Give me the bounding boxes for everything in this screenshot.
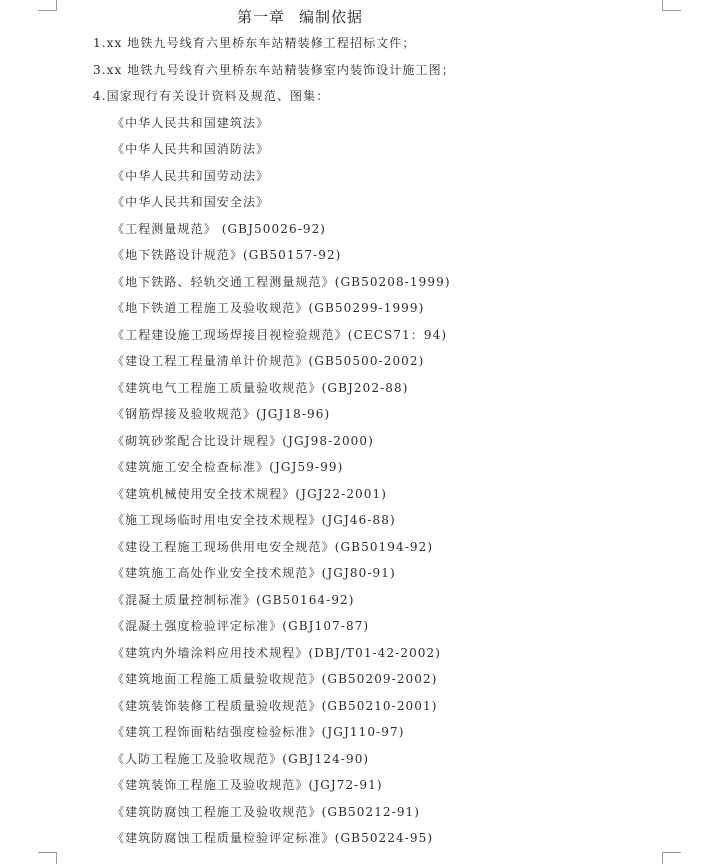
standard-item: 《钢筋焊接及验收规范》(JGJ18-96) [112, 407, 331, 421]
page-title [0, 6, 600, 27]
list-item: 4.国家现行有关设计资料及规范、图集： [93, 89, 330, 103]
chapter-number: 第一章 [236, 8, 285, 26]
list-item: 1.xx 地铁九号线育六里桥东车站精装修工程招标文件； [93, 36, 416, 50]
standard-item: 《建筑施工高处作业安全技术规范》(JGJ80-91) [112, 566, 396, 580]
page-corner-bottom-left [38, 852, 57, 864]
standard-item: 《建筑防腐蚀工程施工及验收规范》(GB50212-91) [112, 805, 421, 819]
standard-item: 《建设工程施工现场供用电安全规范》(GB50194-92) [112, 540, 434, 554]
standard-item: 《建筑地面工程施工质量验收规范》(GB50209-2002) [112, 672, 438, 686]
standard-item: 《建筑装饰工程施工及验收规范》(JGJ72-91) [112, 778, 383, 792]
standard-item: 《建筑施工安全检查标准》(JGJ59-99) [112, 460, 344, 474]
standard-item: 《建筑工程饰面粘结强度检验标准》(JGJ110-97) [112, 725, 405, 739]
standard-item: 《中华人民共和国劳动法》 [112, 169, 270, 183]
standard-item: 《混凝土质量控制标准》(GB50164-92) [112, 593, 355, 607]
standard-item: 《地下铁道工程施工及验收规范》(GB50299-1999) [112, 301, 425, 315]
standard-item: 《建筑内外墙涂料应用技术规程》(DBJ/T01-42-2002) [112, 646, 442, 660]
standard-item: 《混凝土强度检验评定标准》(GBJ107-87) [112, 619, 370, 633]
page-corner-bottom-right [662, 852, 681, 864]
standard-item: 《施工现场临时用电安全技术规程》(JGJ46-88) [112, 513, 396, 527]
standard-item: 《建筑装饰装修工程质量验收规范》(GB50210-2001) [112, 699, 438, 713]
page-corner-top-right [662, 0, 681, 11]
list-item: 3.xx 地铁九号线育六里桥东车站精装修室内装饰设计施工图； [93, 63, 455, 77]
standard-item: 《建筑机械使用安全技术规程》(JGJ22-2001) [112, 487, 388, 501]
standard-item: 《工程建设施工现场焊接目视检验规范》(CECS71：94) [112, 328, 448, 342]
standard-item: 《中华人民共和国建筑法》 [112, 116, 270, 130]
standard-item: 《工程测量规范》 (GBJ50026-92) [112, 222, 327, 236]
standard-item: 《地下铁路设计规范》(GB50157-92) [112, 248, 342, 262]
standard-item: 《砌筑砂浆配合比设计规程》(JGJ98-2000) [112, 434, 374, 448]
standard-item: 《中华人民共和国安全法》 [112, 195, 270, 209]
standard-item: 《地下铁路、轻轨交通工程测量规范》(GB50208-1999) [112, 275, 451, 289]
standard-item: 《建设工程工程量清单计价规范》(GB50500-2002) [112, 354, 425, 368]
standard-item: 《人防工程施工及验收规范》(GBJ124-90) [112, 752, 370, 766]
chapter-heading: 编制依据 [299, 8, 364, 26]
standard-item: 《中华人民共和国消防法》 [112, 142, 270, 156]
standard-item: 《建筑防腐蚀工程质量检验评定标准》(GB50224-95) [112, 831, 434, 845]
standard-item: 《建筑电气工程施工质量验收规范》(GBJ202-88) [112, 381, 409, 395]
